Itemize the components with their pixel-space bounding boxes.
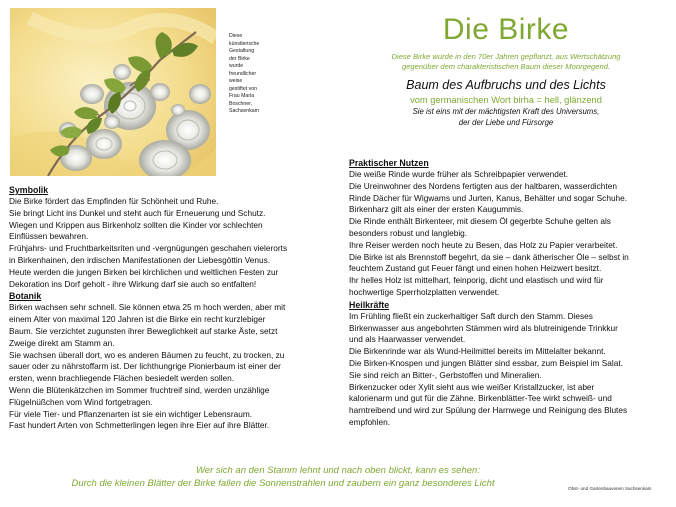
heilkraefte-line: Die Birkenrinde war als Wund-Heilmittel bereits im Mittelalter bekannt. bbox=[349, 346, 606, 357]
quote-line-1: Wer sich an den Stamm lehnt und nach oben blickt, kann es sehen: bbox=[196, 465, 480, 476]
intro-text bbox=[345, 52, 667, 72]
symbolik-line: Die Birke fördert das Empfinden für Schönheit und Ruhe. bbox=[9, 196, 219, 206]
caption-line: Gestaltung bbox=[229, 48, 255, 54]
heilkraefte-line: Die Birken-Knospen und jungen Blätter sind essbar, zum Beispiel im Salat. bbox=[349, 357, 623, 368]
heilkraefte-line: Birkenwasser aus angebohrten Stämmen wird als blutreinigende Trinkkur bbox=[349, 322, 618, 333]
nutzen-line: Die Rinde enthält Birkenteer, mit diesem Öl gegerbte Schuhe gelten als bbox=[349, 216, 611, 227]
caption-line: der Birke bbox=[229, 55, 250, 62]
heilkraefte-line: kalorienarm und gut für die Zähne. Birkenblätter-Tee wirkt schweiß- und bbox=[349, 393, 612, 404]
heilkraefte-line: Sie sind reich an Bitter-, Gerbstoffen und Mineralien. bbox=[349, 369, 542, 380]
nutzen-line: Die weiße Rinde wurde früher als Schreibpapier verwendet. bbox=[349, 169, 569, 179]
heilkraefte-line: und als Haarwasser verwendet. bbox=[349, 334, 466, 345]
right-column bbox=[349, 157, 669, 429]
caption-line: Frau Maria bbox=[229, 93, 255, 99]
etymology: vom germanischen Wort birha = hell, glänzend bbox=[410, 95, 602, 105]
caption-line: gestiftet von bbox=[229, 85, 257, 92]
birch-painting-art bbox=[10, 8, 216, 176]
page-header bbox=[345, 12, 667, 128]
botanik-line: Flügelnüßchen vom Wind fortgetragen. bbox=[9, 396, 153, 407]
caption-line: künstlerische bbox=[229, 40, 260, 47]
painting-caption bbox=[229, 33, 273, 116]
symbolik-line: in Birkenhainen, den irdischen Manifestationen der Liebesgöttin Venus. bbox=[9, 254, 271, 265]
intro-line: Diese Birke wurde in den 70er Jahren gepflanzt, aus Wertschätzung bbox=[391, 52, 621, 61]
caption-line: Boschner, bbox=[229, 100, 253, 107]
nutzen-line: besonders robust und langlebig. bbox=[349, 227, 468, 238]
botanik-line: Fast hundert Arten von Schmetterlingen legen ihre Eier auf ihre Blätter. bbox=[9, 420, 270, 431]
birch-painting bbox=[10, 8, 216, 176]
botanik-line: Sie wachsen überall dort, wo es anderen Bäumen zu feucht, zu trocken, zu bbox=[9, 349, 285, 360]
symbolik-line: Sie bringt Licht ins Dunkel und steht auch für Erneuerung und Schutz. bbox=[9, 207, 266, 218]
caption-line: weise bbox=[229, 78, 243, 84]
heilkraefte-heading: Heilkräfte bbox=[349, 299, 390, 310]
botanik-line: einem Alter von maximal 120 Jahren ist die Birke ein recht kurzlebiger bbox=[9, 314, 266, 325]
caption-line: Diese bbox=[229, 33, 243, 39]
symbolik-line: Heute werden die jungen Birken bei kirchlichen und weltlichen Festen zur bbox=[9, 266, 279, 277]
symbolik-heading: Symbolik bbox=[9, 185, 49, 195]
power-text bbox=[345, 107, 667, 128]
intro-line: gegenüber dem charakteristischen Baum dieser Moorgegend. bbox=[401, 62, 611, 71]
nutzen-line: Die Birke ist als Brennstoff begehrt, da sie – dank ätherischer Öle – selbst in bbox=[349, 251, 629, 262]
botanik-line: ersten, wenn brachliegende Flächen besiedelt werden sollen. bbox=[9, 373, 235, 384]
caption-line: Sachsenkam bbox=[229, 108, 259, 114]
botanik-line: Wenn die Blütenkätzchen im Sommer fruchtreif sind, werden unzählige bbox=[9, 384, 270, 395]
nutzen-line: Die Ureinwohner des Nordens fertigten aus der haltbaren, wasserdichten bbox=[349, 180, 617, 191]
heilkraefte-line: harntreibend und wird zur Spülung der Harnwege und Reinigung des Blutes bbox=[349, 405, 628, 416]
page-title: Die Birke bbox=[442, 13, 570, 46]
botanik-line: Zweige direkt am Stamm an. bbox=[9, 337, 115, 348]
botanik-line: Für viele Tier- und Pflanzenarten ist sie ein wichtiger Lebensraum. bbox=[9, 408, 253, 419]
nutzen-line: Ihr helles Holz ist mittelhart, feinporig, dicht und elastisch und wird für bbox=[349, 275, 604, 286]
nutzen-line: Rinde Dächer für Wigwams und Jurten, Kanus, Behälter und sogar Schuhe. bbox=[349, 192, 628, 203]
nutzen-heading: Praktischer Nutzen bbox=[349, 158, 429, 168]
power-line: Sie ist eins mit der mächtigsten Kraft des Universums, bbox=[412, 107, 600, 116]
nutzen-line: hochwertige Sperrholzplatten verwendet. bbox=[349, 286, 500, 297]
club-credit: Obst- und Gartenbauverein Sachsenkam bbox=[568, 486, 652, 491]
symbolik-line: Dekoration ins Dorf geholt - ihre Wirkung darf sie auch so entfalten! bbox=[9, 278, 257, 289]
power-line: der der Liebe und Fürsorge bbox=[458, 117, 554, 127]
caption-line: wurde bbox=[229, 63, 244, 69]
caption-line: freundlicher bbox=[229, 70, 257, 77]
symbolik-line: Frühjahrs- und Fruchtbarkeitsriten und -vergnügungen geschahen vielerorts bbox=[9, 243, 288, 254]
symbolik-line: Einflüssen bewahren. bbox=[9, 231, 89, 242]
left-column bbox=[9, 184, 334, 432]
nutzen-line: Ihre Reiser werden noch heute zu Besen, das Holz zu Papier verarbeitet. bbox=[349, 239, 618, 250]
nutzen-line: Birkenharz gilt als einer der ersten Kaugummis. bbox=[349, 204, 524, 215]
botanik-line: sauer oder zu nährstoffarm ist. Der lichthungrige Pionierbaum ist einer der bbox=[9, 361, 281, 372]
botanik-line: Birken wachsen sehr schnell. Sie können etwa 25 m hoch werden, aber mit bbox=[9, 302, 286, 313]
heilkraefte-line: Im Frühling fließt ein zuckerhaltiger Saft durch den Stamm. Dieses bbox=[349, 310, 593, 321]
symbolik-line: Wiegen und Krippen aus Birkenholz sollten die Kinder vor schlechten bbox=[9, 219, 263, 230]
botanik-heading: Botanik bbox=[9, 291, 42, 302]
heilkraefte-line: empfohlen. bbox=[349, 416, 391, 427]
slogan: Baum des Aufbruchs und des Lichts bbox=[406, 78, 606, 92]
quote-line-2: Durch die kleinen Blätter der Birke fallen die Sonnenstrahlen und zaubern ein ganz besonderes Licht bbox=[71, 478, 495, 489]
heilkraefte-line: Birkenzucker oder Xylit sieht aus wie weißer Kristallzucker, ist aber bbox=[349, 381, 595, 392]
nutzen-line: feuchtem Zustand gut Feuer fängt und einen hohen Heizwert besitzt. bbox=[349, 263, 602, 274]
botanik-line: Baum. Sie verzichtet zugunsten ihrer Beweglichkeit auf starke Äste, setzt bbox=[9, 325, 278, 336]
